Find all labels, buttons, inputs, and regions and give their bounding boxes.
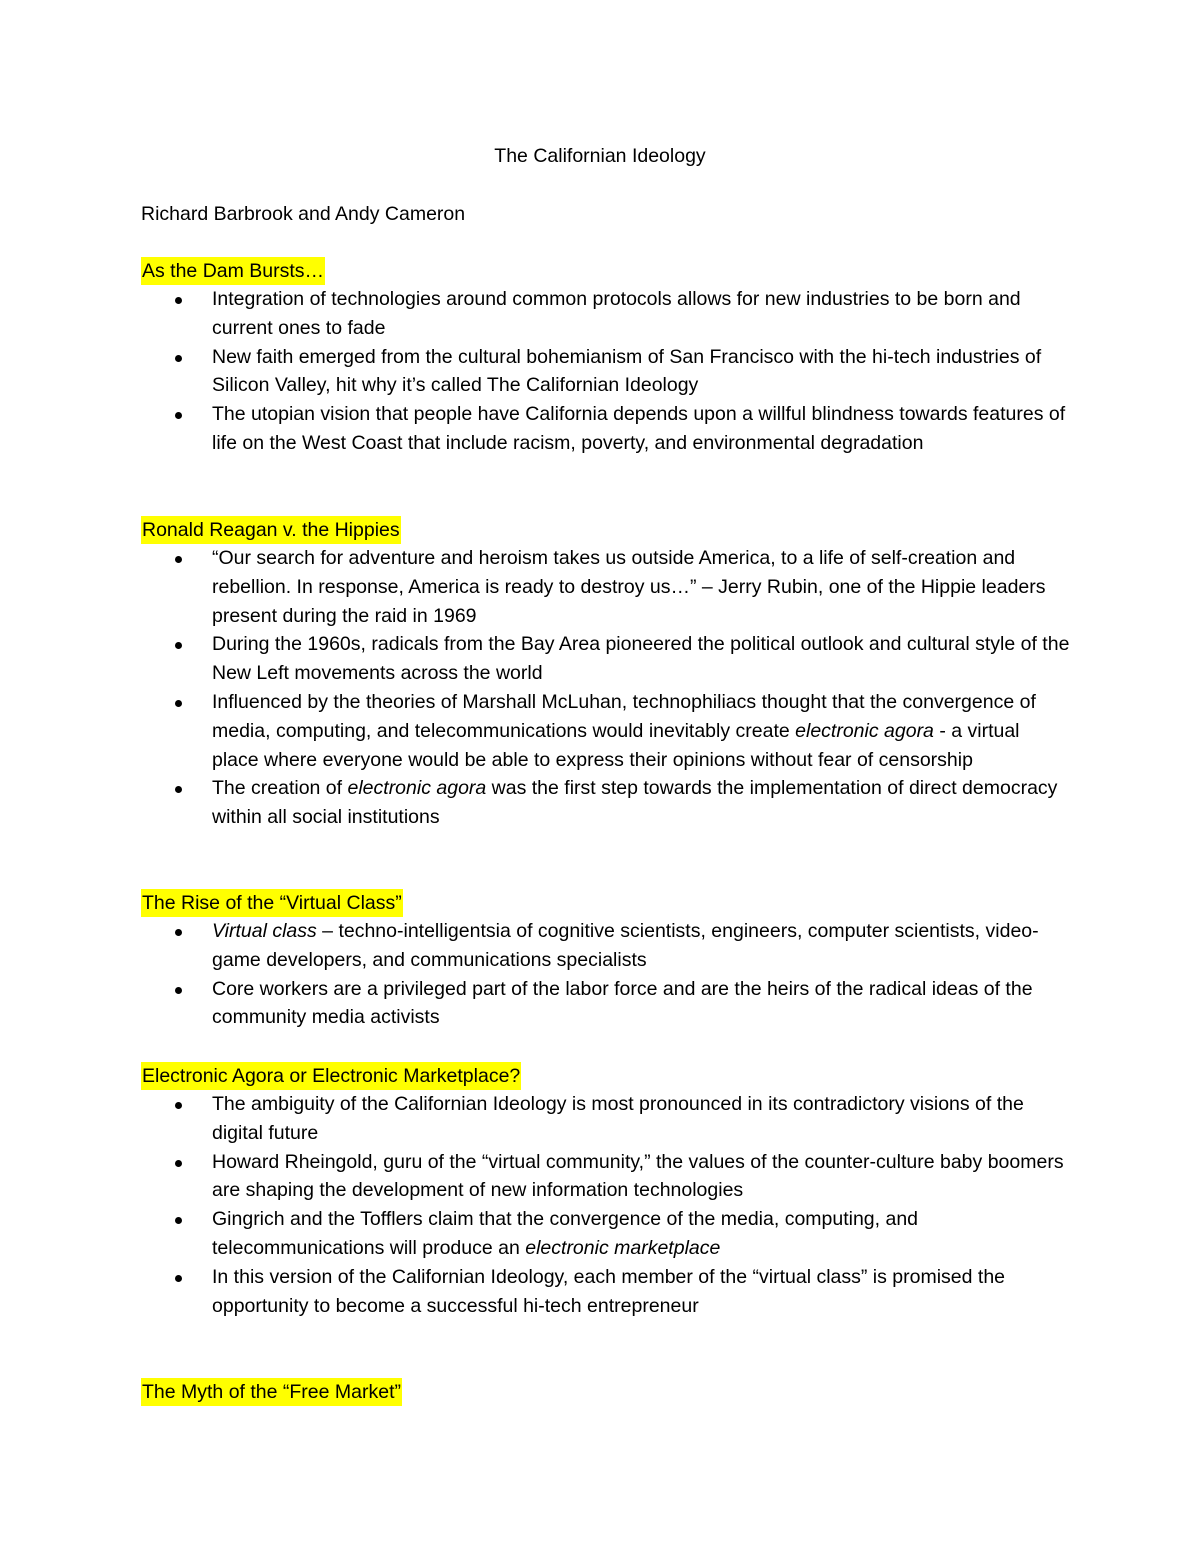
list-item: “Our search for adventure and heroism takes us outside America, to a life of self-creation and rebellion. In response, America is ready to destroy us…” – Jerry Rubin, one of the Hippie leaders present during the raid in 1969 xyxy=(141,544,1071,630)
section-heading: The Rise of the “Virtual Class” xyxy=(141,889,403,917)
section-free-market xyxy=(141,1378,1071,1406)
section-heading: Ronald Reagan v. the Hippies xyxy=(141,516,401,544)
section-reagan-hippies xyxy=(141,516,1071,832)
document-authors: Richard Barbrook and Andy Cameron xyxy=(141,203,466,225)
list-item: The utopian vision that people have California depends upon a willful blindness towards features of life on the West Coast that include racism, poverty, and environmental degradation xyxy=(141,400,1071,458)
document-title: The Californian Ideology xyxy=(494,145,706,167)
list-item: During the 1960s, radicals from the Bay Area pioneered the political outlook and cultural style of the New Left movements across the world xyxy=(141,630,1071,688)
bullet-list xyxy=(141,1090,1071,1320)
list-item: Integration of technologies around common protocols allows for new industries to be born and current ones to fade xyxy=(141,285,1071,343)
list-item: Influenced by the theories of Marshall McLuhan, technophiliacs thought that the convergence of media, computing, and telecommunications would inevitably create electronic agora - a virtual place where everyone would be able to express their opinions without fear of censorship xyxy=(141,688,1071,774)
list-item: The ambiguity of the Californian Ideology is most pronounced in its contradictory visions of the digital future xyxy=(141,1090,1071,1148)
bullet-list xyxy=(141,544,1071,832)
section-virtual-class xyxy=(141,889,1071,1032)
bullet-list xyxy=(141,917,1071,1032)
list-item: New faith emerged from the cultural bohemianism of San Francisco with the hi-tech industries of Silicon Valley, hit why it’s called The Californian Ideology xyxy=(141,343,1071,401)
section-heading: Electronic Agora or Electronic Marketplace? xyxy=(141,1062,521,1090)
list-item: The creation of electronic agora was the first step towards the implementation of direct democracy within all social institutions xyxy=(141,774,1071,832)
section-dam-bursts xyxy=(141,257,1071,458)
list-item: In this version of the Californian Ideology, each member of the “virtual class” is promised the opportunity to become a successful hi-tech entrepreneur xyxy=(141,1263,1071,1321)
list-item: Virtual class – techno-intelligentsia of cognitive scientists, engineers, computer scientists, video-game developers, and communications specialists xyxy=(141,917,1071,975)
section-agora-marketplace xyxy=(141,1062,1071,1320)
list-item: Core workers are a privileged part of the labor force and are the heirs of the radical ideas of the community media activists xyxy=(141,975,1071,1033)
list-item: Howard Rheingold, guru of the “virtual community,” the values of the counter-culture baby boomers are shaping the development of new information technologies xyxy=(141,1148,1071,1206)
bullet-list xyxy=(141,285,1071,458)
section-heading: The Myth of the “Free Market” xyxy=(141,1378,402,1406)
list-item: Gingrich and the Tofflers claim that the convergence of the media, computing, and telecommunications will produce an electronic marketplace xyxy=(141,1205,1071,1263)
section-heading: As the Dam Bursts… xyxy=(141,257,325,285)
